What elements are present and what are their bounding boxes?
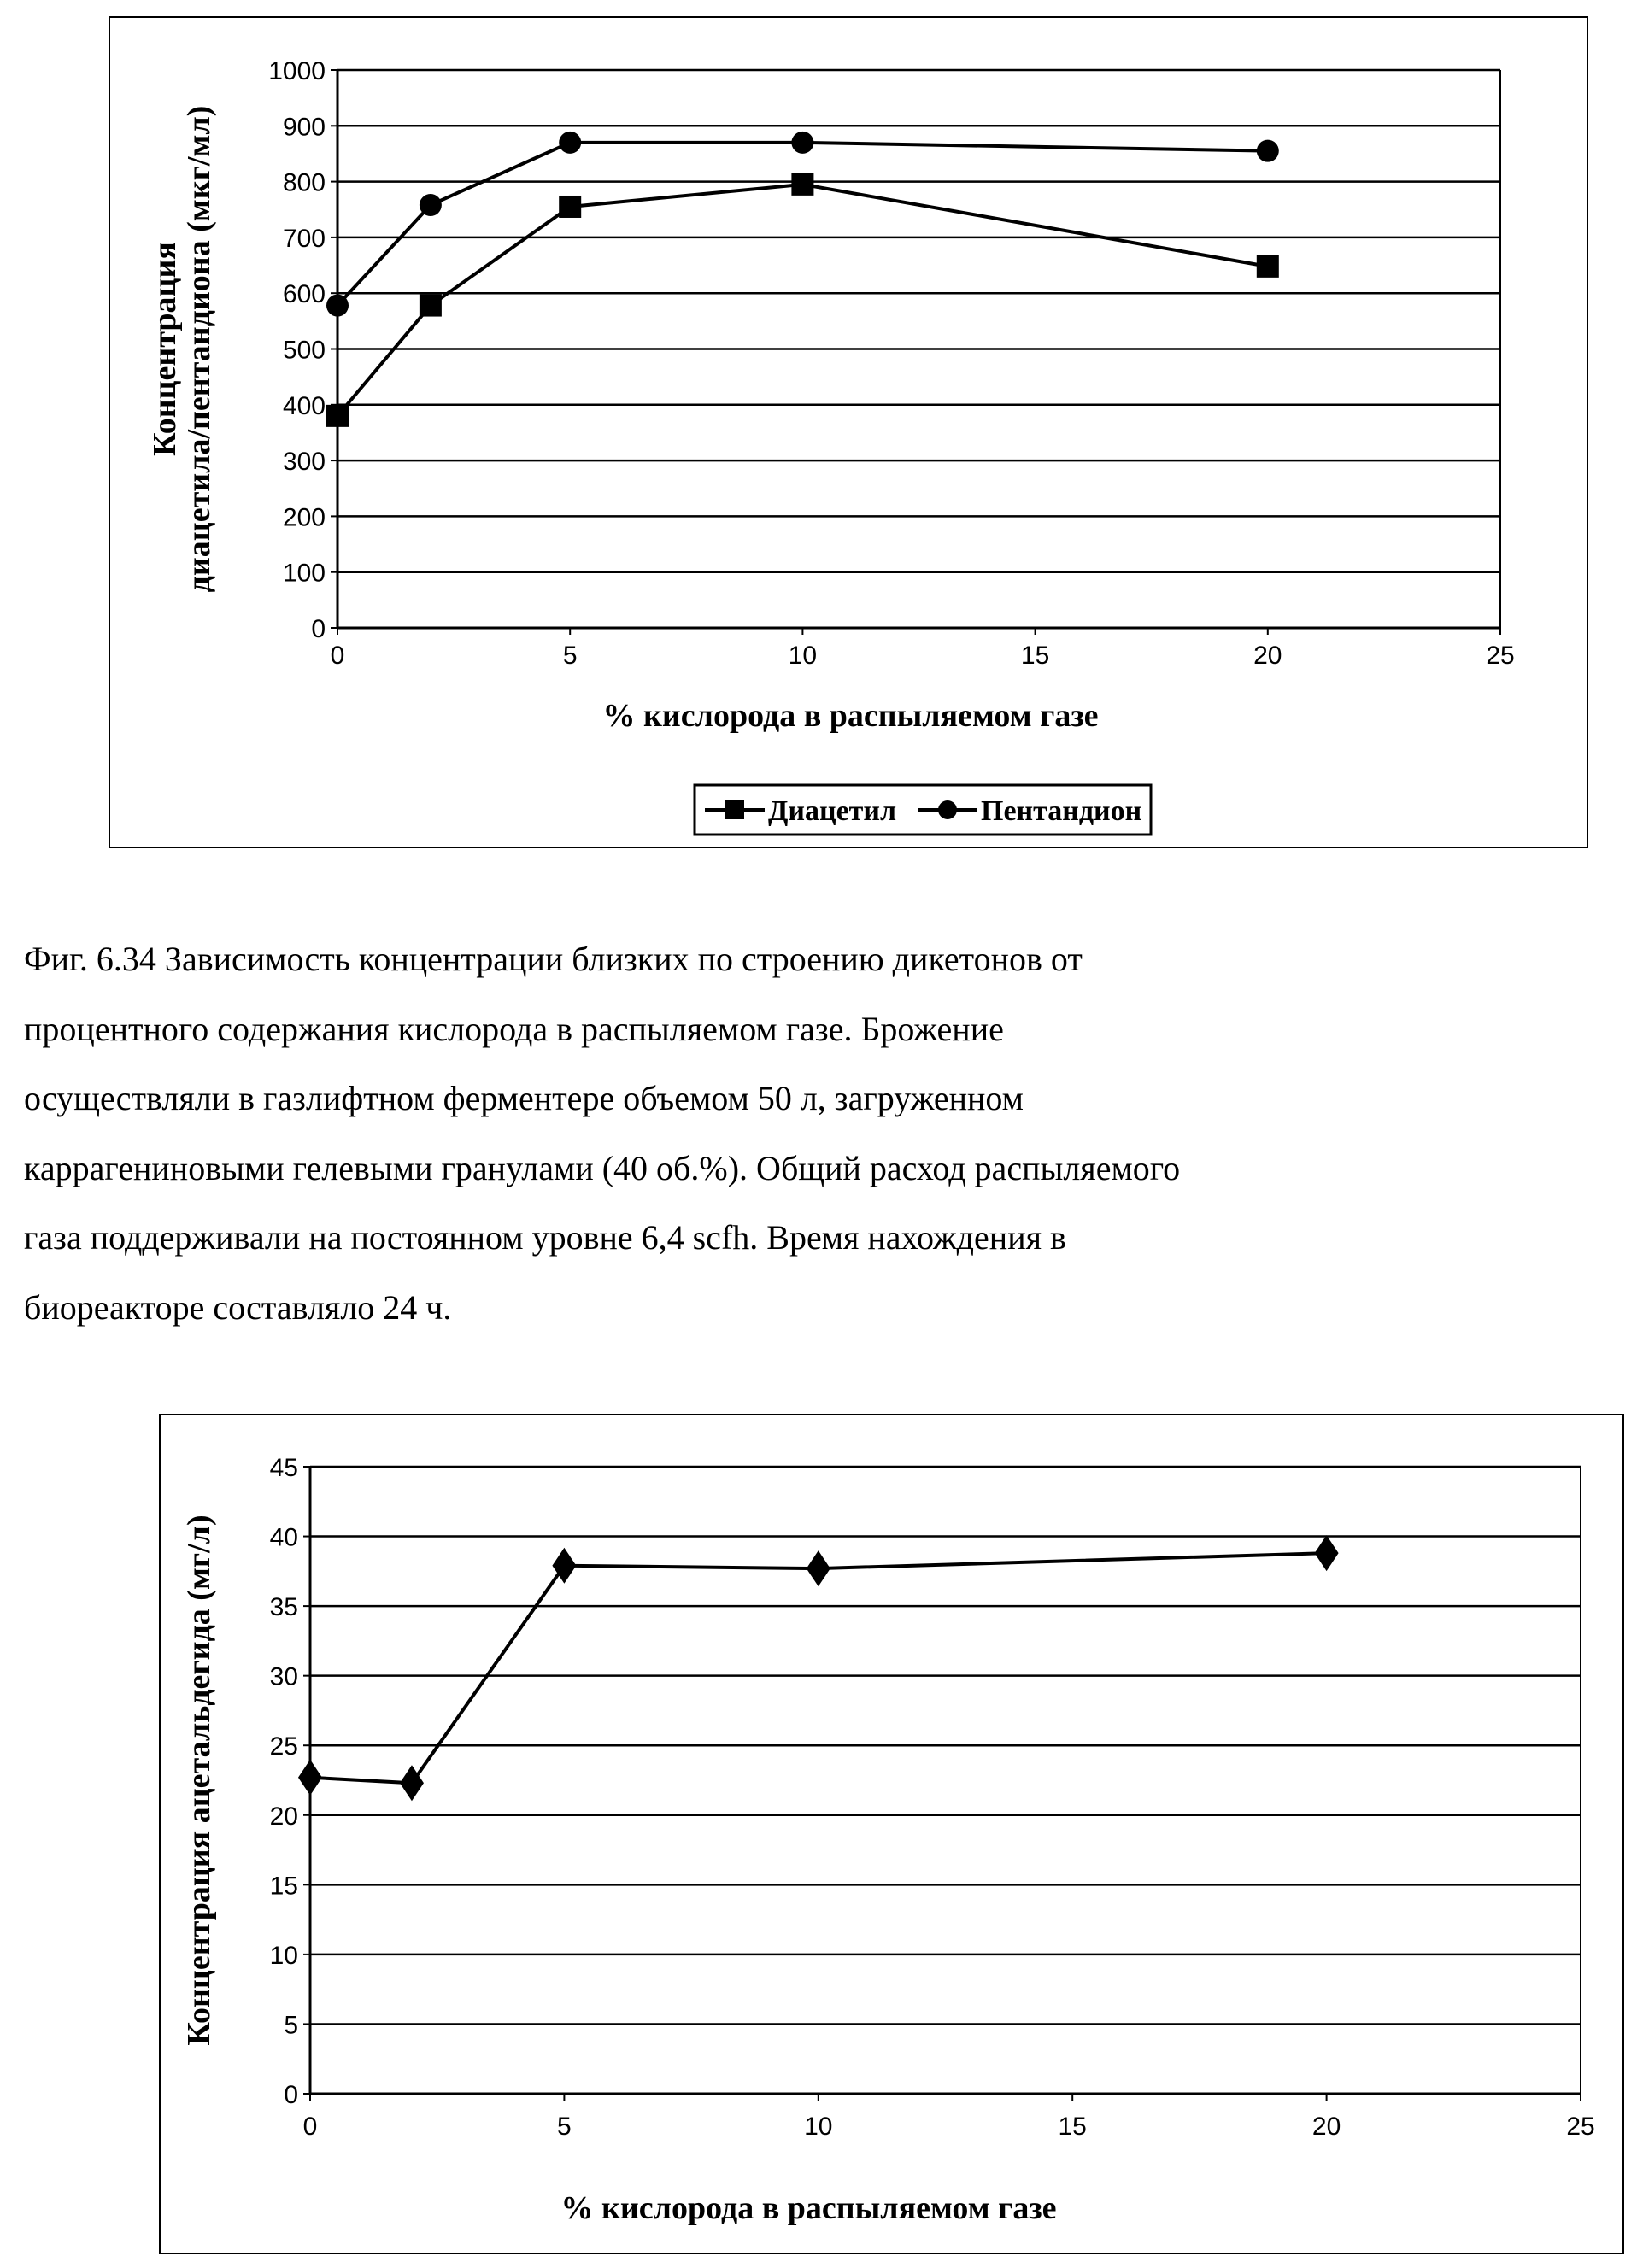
x-tick-label: 15 <box>1059 2113 1087 2141</box>
data-point <box>1257 255 1279 278</box>
data-point <box>1315 1535 1339 1571</box>
y-tick-label: 1000 <box>268 57 326 85</box>
y-tick-label: 900 <box>283 113 326 141</box>
y-tick-label: 15 <box>270 1872 298 1900</box>
y-tick-label: 35 <box>270 1593 298 1621</box>
x-tick-label: 20 <box>1253 642 1282 670</box>
x-tick-label: 15 <box>1021 642 1049 670</box>
caption-line: осуществляли в газлифтном ферментере объемом 50 л, загруженном <box>24 1064 1613 1134</box>
data-point <box>791 173 813 196</box>
y-tick-label: 5 <box>284 2011 298 2039</box>
x-axis-title: % кислорода в распыляемом газе <box>602 698 1098 734</box>
x-tick-label: 20 <box>1312 2113 1341 2141</box>
x-tick-label: 10 <box>789 642 817 670</box>
legend-marker <box>938 800 957 819</box>
series-line-Диацетил <box>337 185 1268 416</box>
data-point <box>420 194 442 216</box>
y-tick-label: 30 <box>270 1663 298 1691</box>
data-point <box>298 1760 322 1796</box>
data-point <box>326 405 349 427</box>
series-line-Пентандион <box>337 143 1268 306</box>
y-tick-label: 500 <box>283 337 326 365</box>
y-tick-label: 10 <box>270 1942 298 1970</box>
y-tick-label: 100 <box>283 560 326 588</box>
legend-label: Диацетил <box>768 795 896 827</box>
y-tick-label: 600 <box>283 280 326 308</box>
y-axis-title: Концентрация <box>147 242 183 456</box>
data-point <box>559 132 581 154</box>
y-tick-label: 0 <box>311 615 326 643</box>
caption-line: каррагениновыми гелевыми гранулами (40 об.%). Общий расход распыляемого <box>24 1134 1613 1204</box>
x-tick-label: 25 <box>1486 642 1514 670</box>
data-point <box>559 196 581 218</box>
y-tick-label: 45 <box>270 1454 298 1482</box>
caption-line: биореакторе составляло 24 ч. <box>24 1273 1613 1343</box>
chart-diketones <box>0 0 1643 863</box>
series-line-Ацетальдегид <box>310 1553 1327 1783</box>
x-tick-label: 5 <box>563 642 578 670</box>
caption-line: процентного содержания кислорода в распыляемом газе. Брожение <box>24 994 1613 1064</box>
legend-label: Пентандион <box>981 795 1141 827</box>
y-tick-label: 40 <box>270 1524 298 1552</box>
x-tick-label: 0 <box>331 642 345 670</box>
caption-line: Фиг. 6.34 Зависимость концентрации близких по строению дикетонов от <box>24 924 1613 994</box>
y-tick-label: 0 <box>284 2081 298 2109</box>
data-point <box>420 295 442 317</box>
figure-caption <box>24 924 1613 1342</box>
x-tick-label: 10 <box>804 2113 832 2141</box>
chart-frame <box>160 1415 1623 2253</box>
y-tick-label: 20 <box>270 1802 298 1831</box>
data-point <box>326 295 349 317</box>
legend-marker <box>725 800 744 819</box>
data-point <box>552 1548 576 1584</box>
data-point <box>400 1765 424 1801</box>
x-tick-label: 5 <box>557 2113 572 2141</box>
y-tick-label: 700 <box>283 225 326 253</box>
y-axis-title: Концентрация ацетальдегида (мг/л) <box>181 1515 217 2045</box>
x-tick-label: 25 <box>1566 2113 1594 2141</box>
caption-line: газа поддерживали на постоянном уровне 6,4 scfh. Время нахождения в <box>24 1203 1613 1273</box>
y-tick-label: 400 <box>283 392 326 420</box>
y-axis-title: диацетила/пентандиона (мкг/мл) <box>181 106 217 593</box>
y-tick-label: 25 <box>270 1732 298 1761</box>
x-axis-title: % кислорода в распыляемом газе <box>560 2190 1056 2226</box>
data-point <box>807 1550 830 1586</box>
data-point <box>1257 140 1279 162</box>
data-point <box>791 132 813 154</box>
y-tick-label: 300 <box>283 448 326 476</box>
x-tick-label: 0 <box>303 2113 318 2141</box>
y-tick-label: 800 <box>283 169 326 197</box>
y-tick-label: 200 <box>283 503 326 531</box>
